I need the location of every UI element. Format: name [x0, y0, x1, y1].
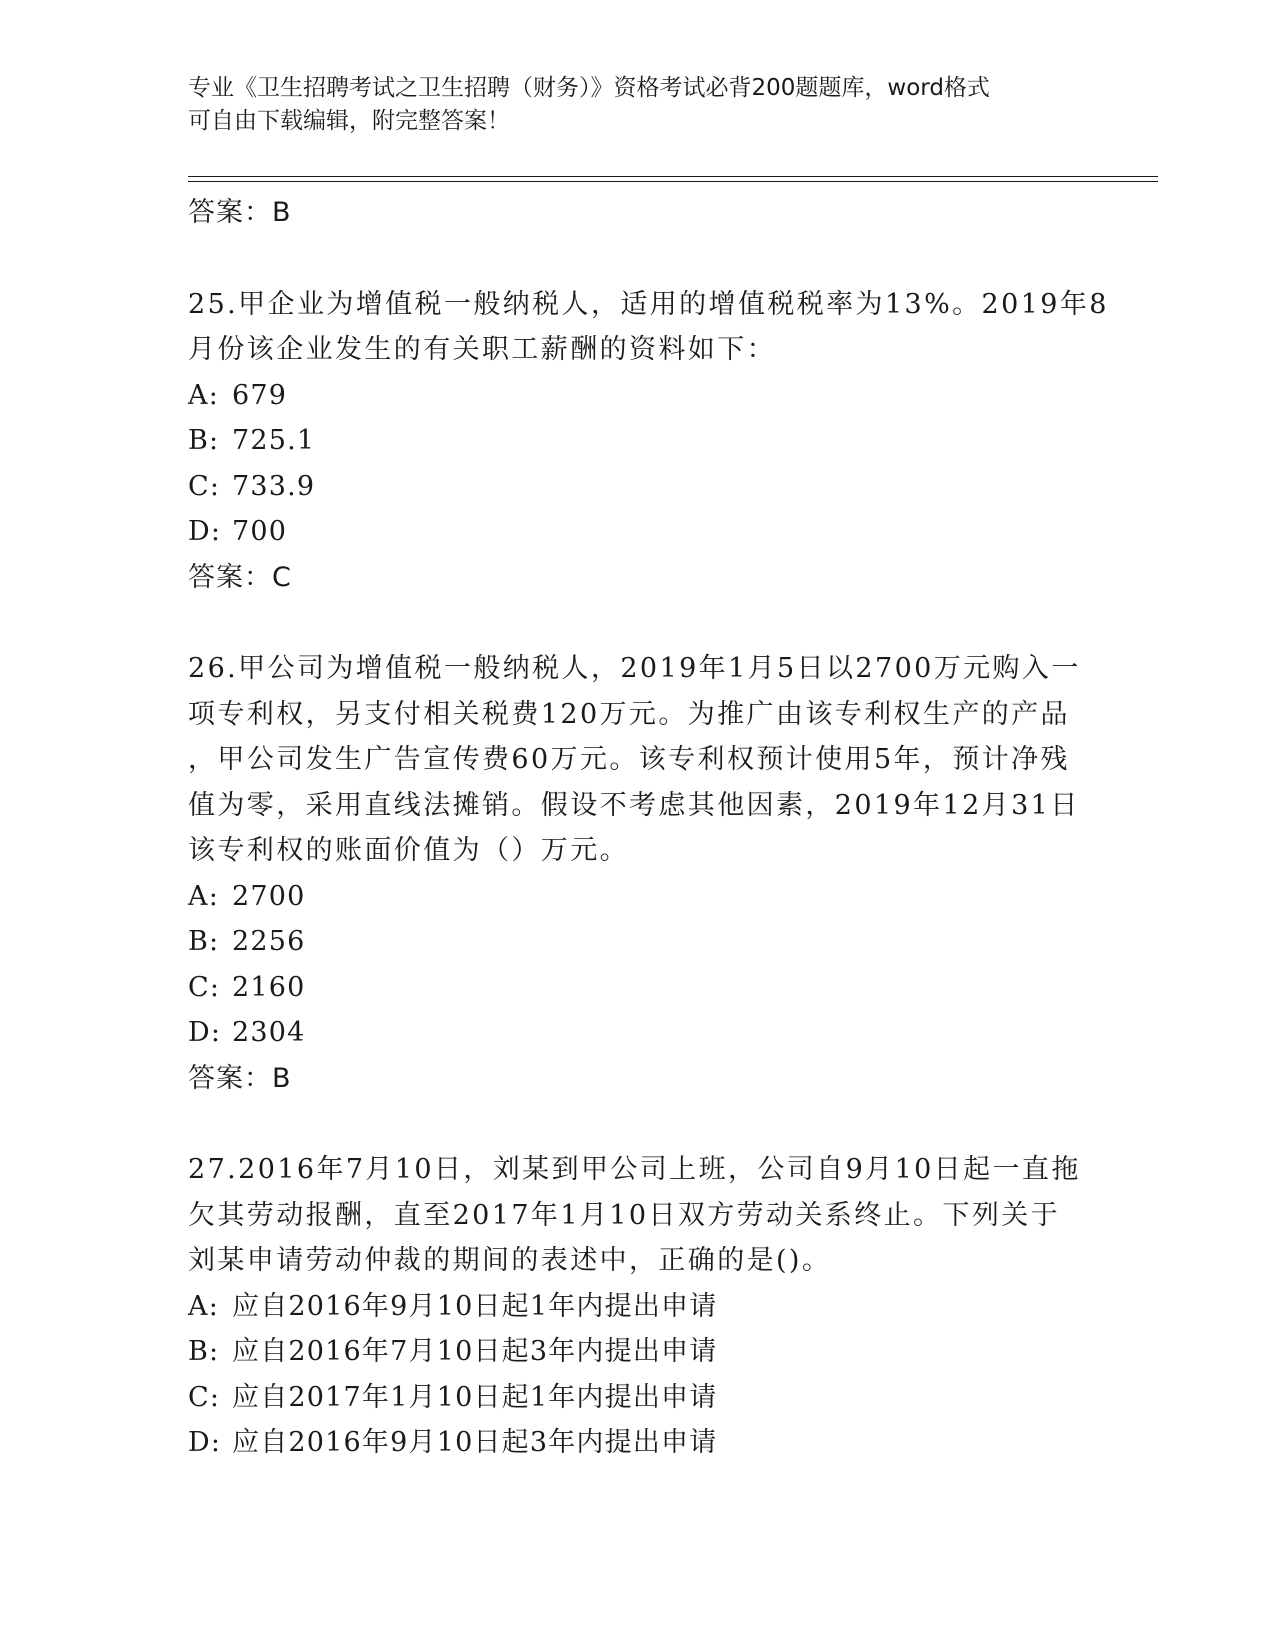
option-c — [188, 1375, 1088, 1421]
option-c — [188, 965, 1088, 1011]
question-25 — [188, 282, 1109, 601]
question-line: 项专利权，另支付相关税费120万元。为推广由该专利权生产的产品 — [188, 698, 1070, 730]
question-line: ，甲公司发生广告宣传费60万元。该专利权预计使用5年，预计净残 — [188, 744, 1070, 775]
option-a — [188, 874, 1088, 920]
question-text — [188, 282, 1109, 373]
question-27 — [188, 1147, 1088, 1466]
option-letter: C: — [188, 1381, 221, 1413]
option-letter: D: — [188, 1017, 222, 1048]
option-d — [188, 509, 1088, 555]
option-text: 679 — [232, 379, 288, 411]
option-text: 应自2016年9月10日起3年内提出申请 — [232, 1427, 718, 1458]
question-line: 值为零，采用直线法摊销。假设不考虑其他因素，2019年12月31日 — [188, 789, 1080, 821]
option-text: 733.9 — [232, 470, 316, 502]
option-text: 2700 — [232, 880, 306, 912]
option-text: 应自2016年9月10日起1年内提出申请 — [232, 1290, 718, 1322]
option-letter: A: — [188, 1290, 219, 1322]
option-text: 2304 — [232, 1017, 306, 1048]
option-text: 2256 — [232, 926, 306, 957]
option-letter: B: — [188, 1336, 220, 1367]
header-line-2: 可自由下载编辑，附完整答案！ — [188, 108, 510, 134]
option-letter: D: — [188, 516, 222, 547]
question-line: 刘某申请劳动仲裁的期间的表述中，正确的是()。 — [188, 1245, 832, 1276]
option-b — [188, 1329, 1088, 1375]
question-line: 26.甲公司为增值税一般纳税人，2019年1月5日以2700万元购入一 — [188, 653, 1081, 684]
option-letter: B: — [188, 425, 220, 456]
option-a — [188, 1284, 1088, 1330]
option-letter: B: — [188, 926, 220, 957]
option-a — [188, 373, 1088, 419]
option-text: 2160 — [232, 971, 306, 1003]
option-letter: C: — [188, 971, 221, 1003]
question-text — [188, 1147, 1088, 1284]
question-text — [188, 646, 1088, 874]
option-b — [188, 418, 1088, 464]
document-body — [188, 190, 1109, 1466]
page-header — [188, 72, 1088, 138]
question-line: 25.甲企业为增值税一般纳税人，适用的增值税税率为13%。2019年8 — [188, 288, 1109, 320]
option-letter: C: — [188, 470, 221, 502]
header-line-1: 专业《卫生招聘考试之卫生招聘（财务）》资格考试必背200题题库，word格式 — [188, 75, 990, 101]
header-rule-bottom — [188, 181, 1158, 182]
option-b — [188, 919, 1088, 965]
question-line: 该专利权的账面价值为（）万元。 — [188, 835, 629, 866]
question-26 — [188, 646, 1088, 1101]
option-text: 725.1 — [232, 425, 316, 456]
option-text: 700 — [232, 516, 288, 547]
option-letter: D: — [188, 1427, 222, 1458]
option-c — [188, 464, 1088, 510]
answer-line: 答案：B — [188, 1062, 292, 1094]
option-text: 应自2017年1月10日起1年内提出申请 — [232, 1381, 718, 1413]
question-line: 27.2016年7月10日，刘某到甲公司上班，公司自9月10日起一直拖 — [188, 1154, 1081, 1185]
option-d — [188, 1420, 1088, 1466]
header-rule-top — [188, 176, 1158, 177]
answer-line: 答案：C — [188, 561, 292, 593]
option-d — [188, 1010, 1088, 1056]
option-text: 应自2016年7月10日起3年内提出申请 — [232, 1336, 718, 1367]
option-letter: A: — [188, 379, 219, 411]
question-line: 欠其劳动报酬，直至2017年1月10日双方劳动关系终止。下列关于 — [188, 1199, 1061, 1231]
option-letter: A: — [188, 880, 219, 912]
answer-line: 答案：B — [188, 197, 292, 228]
question-line: 月份该企业发生的有关职工薪酬的资料如下： — [188, 334, 776, 365]
